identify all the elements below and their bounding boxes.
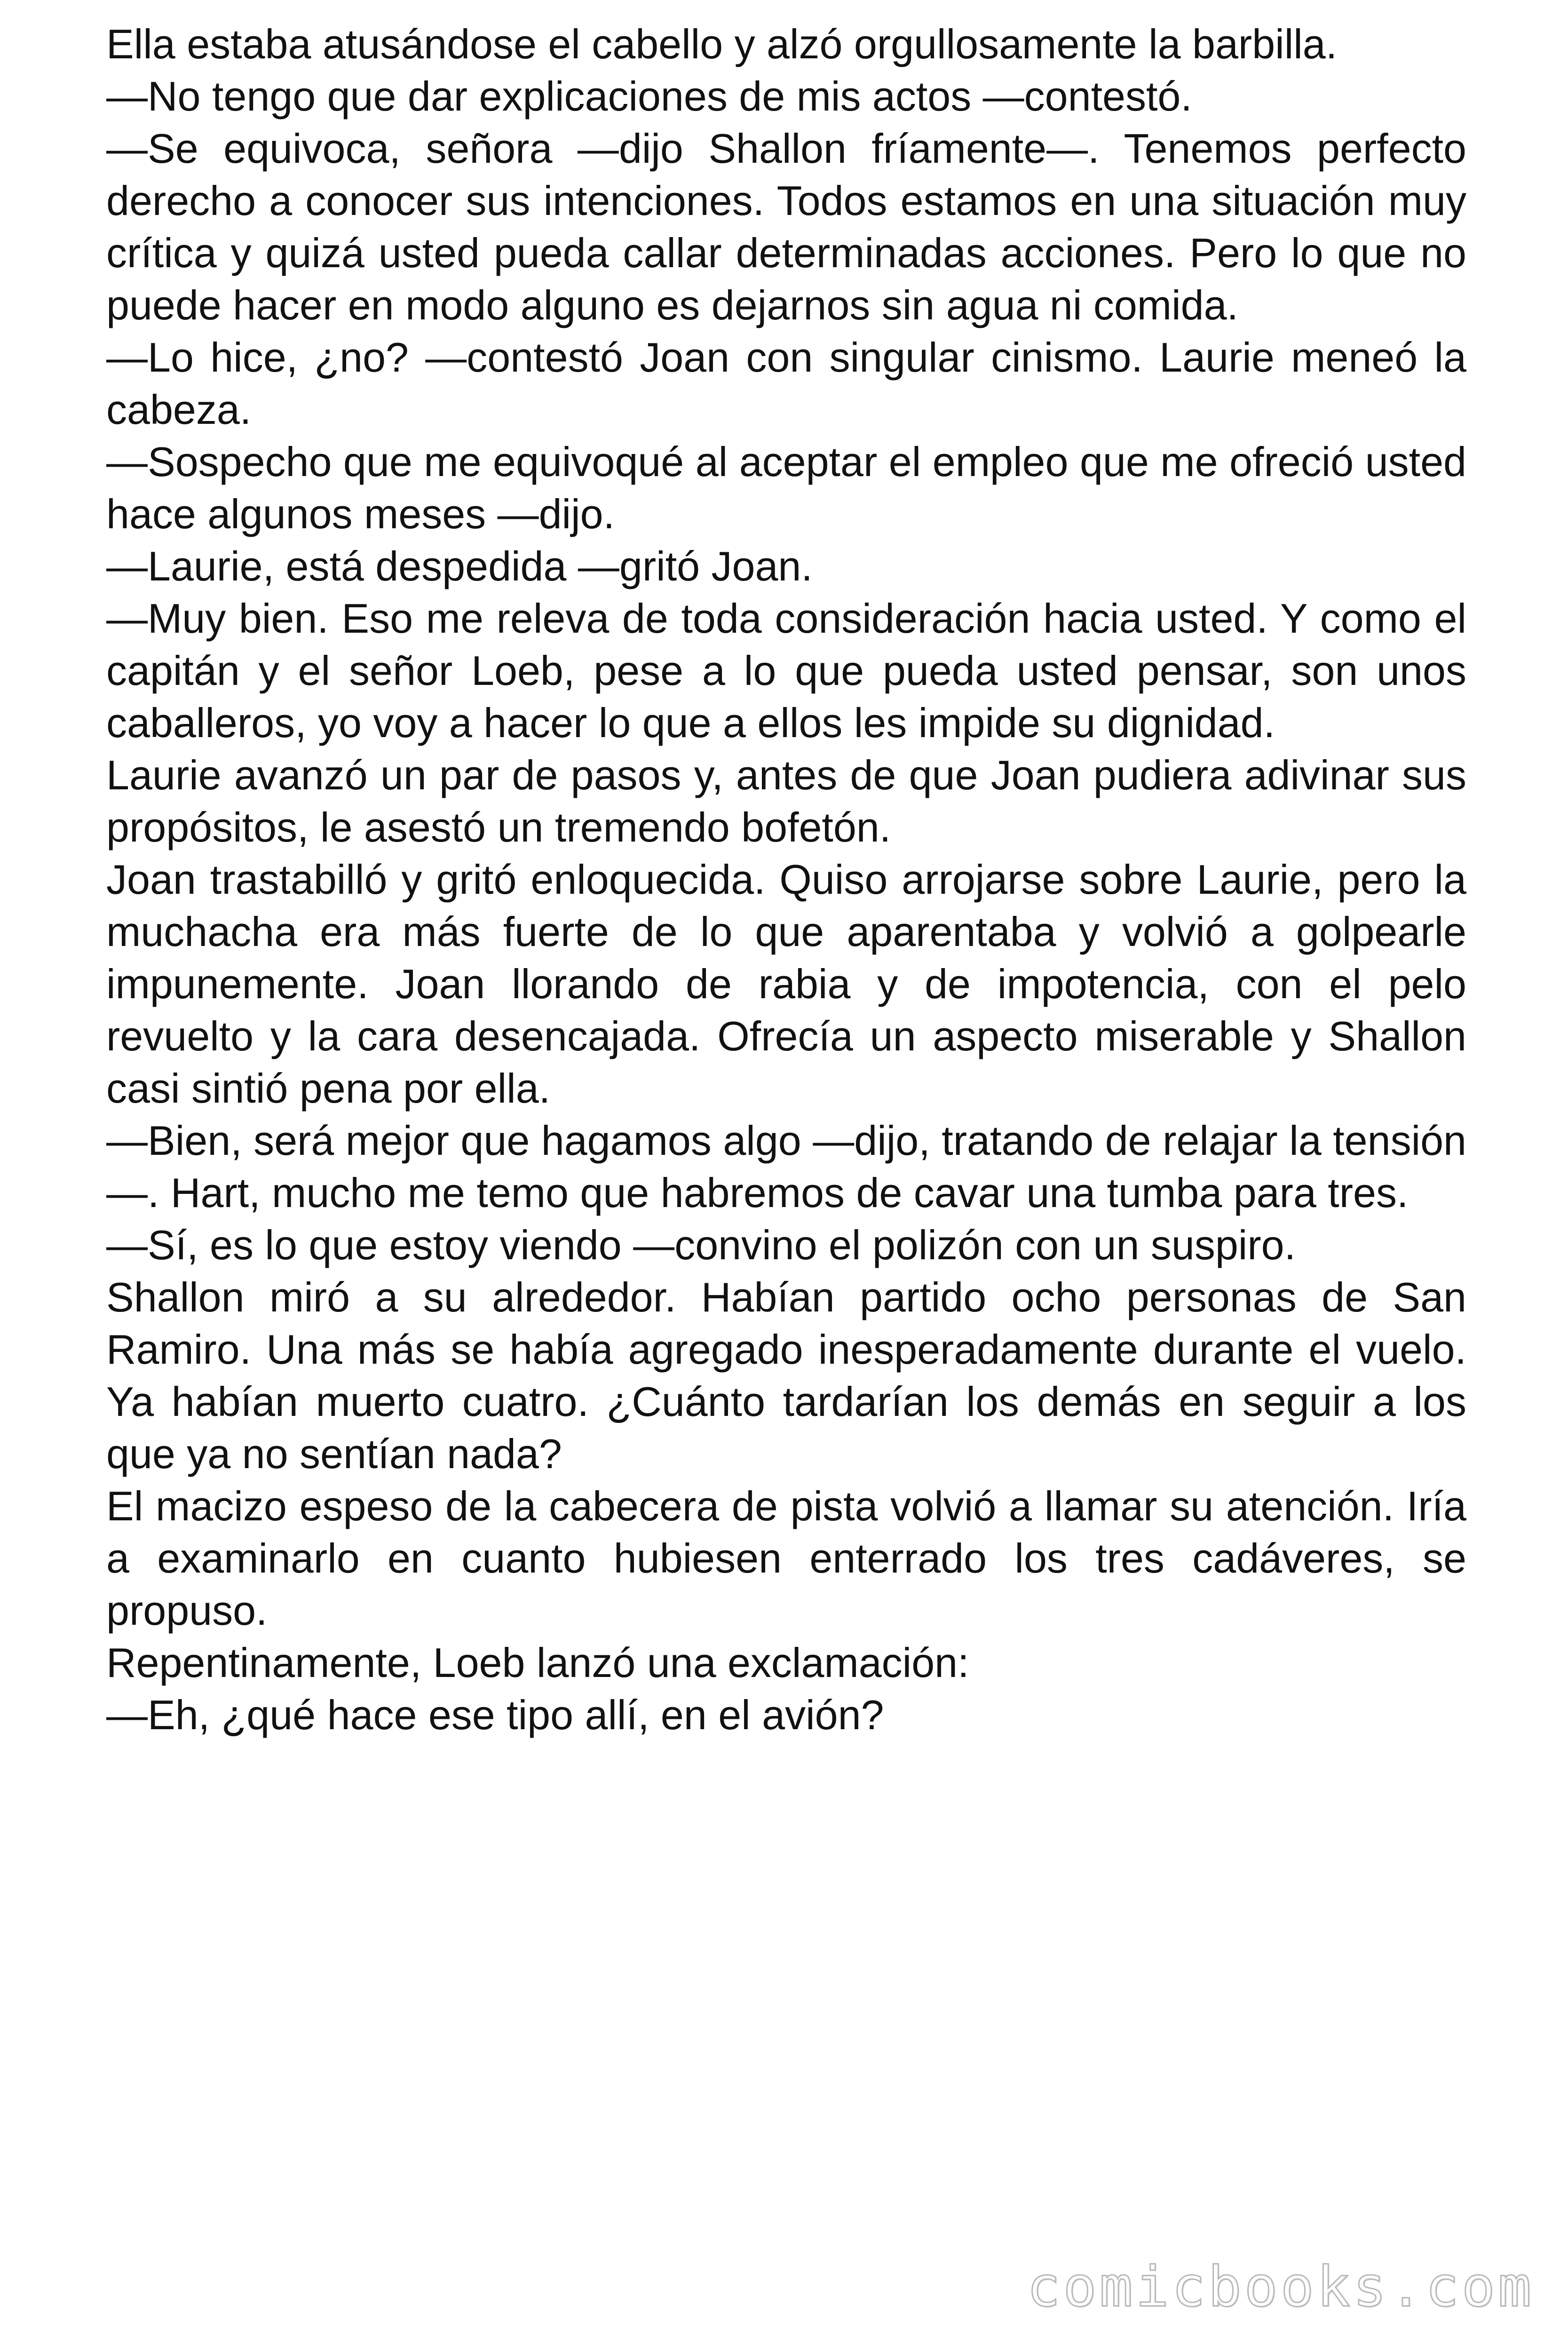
paragraph: —Muy bien. Eso me releva de toda consideración hacia usted. Y como el capitán y el señor Loeb, pese a lo que pueda usted pensar, son unos caballeros, yo voy a hacer lo que a ellos les impide su dignidad. bbox=[106, 595, 1466, 746]
paragraph: Shallon miró a su alrededor. Habían partido ocho personas de San Ramiro. Una más se había agregado inesperadamente durante el vuelo. Ya habían muerto cuatro. ¿Cuánto tardarían los demás en seguir a los que ya no sentían nada? bbox=[106, 1274, 1466, 1477]
paragraph: Repentinamente, Loeb lanzó una exclamación: bbox=[106, 1639, 969, 1686]
paragraph: —No tengo que dar explicaciones de mis actos —contestó. bbox=[106, 73, 1192, 119]
paragraph: —Eh, ¿qué hace ese tipo allí, en el avión? bbox=[106, 1692, 884, 1738]
paragraph: —Lo hice, ¿no? —contestó Joan con singular cinismo. Laurie meneó la cabeza. bbox=[106, 334, 1466, 433]
paragraph: —Laurie, está despedida —gritó Joan. bbox=[106, 543, 813, 589]
paragraph: Ella estaba atusándose el cabello y alzó orgullosamente la barbilla. bbox=[106, 21, 1338, 67]
paragraph: —Bien, será mejor que hagamos algo —dijo, tratando de relajar la tensión—. Hart, mucho me temo que habremos de cavar una tumba para tres. bbox=[106, 1117, 1466, 1216]
paragraph: —Sí, es lo que estoy viendo —convino el polizón con un suspiro. bbox=[106, 1222, 1296, 1268]
paragraph: Laurie avanzó un par de pasos y, antes de que Joan pudiera adivinar sus propósitos, le asestó un tremendo bofetón. bbox=[106, 752, 1466, 850]
paragraph: El macizo espeso de la cabecera de pista volvió a llamar su atención. Iría a examinarlo en cuanto hubiesen enterrado los tres cadáveres, se propuso. bbox=[106, 1483, 1466, 1634]
page-text bbox=[106, 18, 1466, 1741]
watermark: comicbooks.com bbox=[1027, 2254, 1534, 2319]
paragraph: Joan trastabilló y gritó enloquecida. Quiso arrojarse sobre Laurie, pero la muchacha era más fuerte de lo que aparentaba y volvió a golpearle impunemente. Joan llorando de rabia y de impotencia, con el pelo revuelto y la cara desencajada. Ofrecía un aspecto miserable y Shallon casi sintió pena por ella. bbox=[106, 856, 1466, 1112]
paragraph: —Se equivoca, señora —dijo Shallon fríamente—. Tenemos perfecto derecho a conocer sus intenciones. Todos estamos en una situación muy crítica y quizá usted pueda callar determinadas acciones. Pero lo que no puede hacer en modo alguno es dejarnos sin agua ni comida. bbox=[106, 125, 1466, 328]
paragraph: —Sospecho que me equivoqué al aceptar el empleo que me ofreció usted hace algunos meses —dijo. bbox=[106, 438, 1466, 537]
